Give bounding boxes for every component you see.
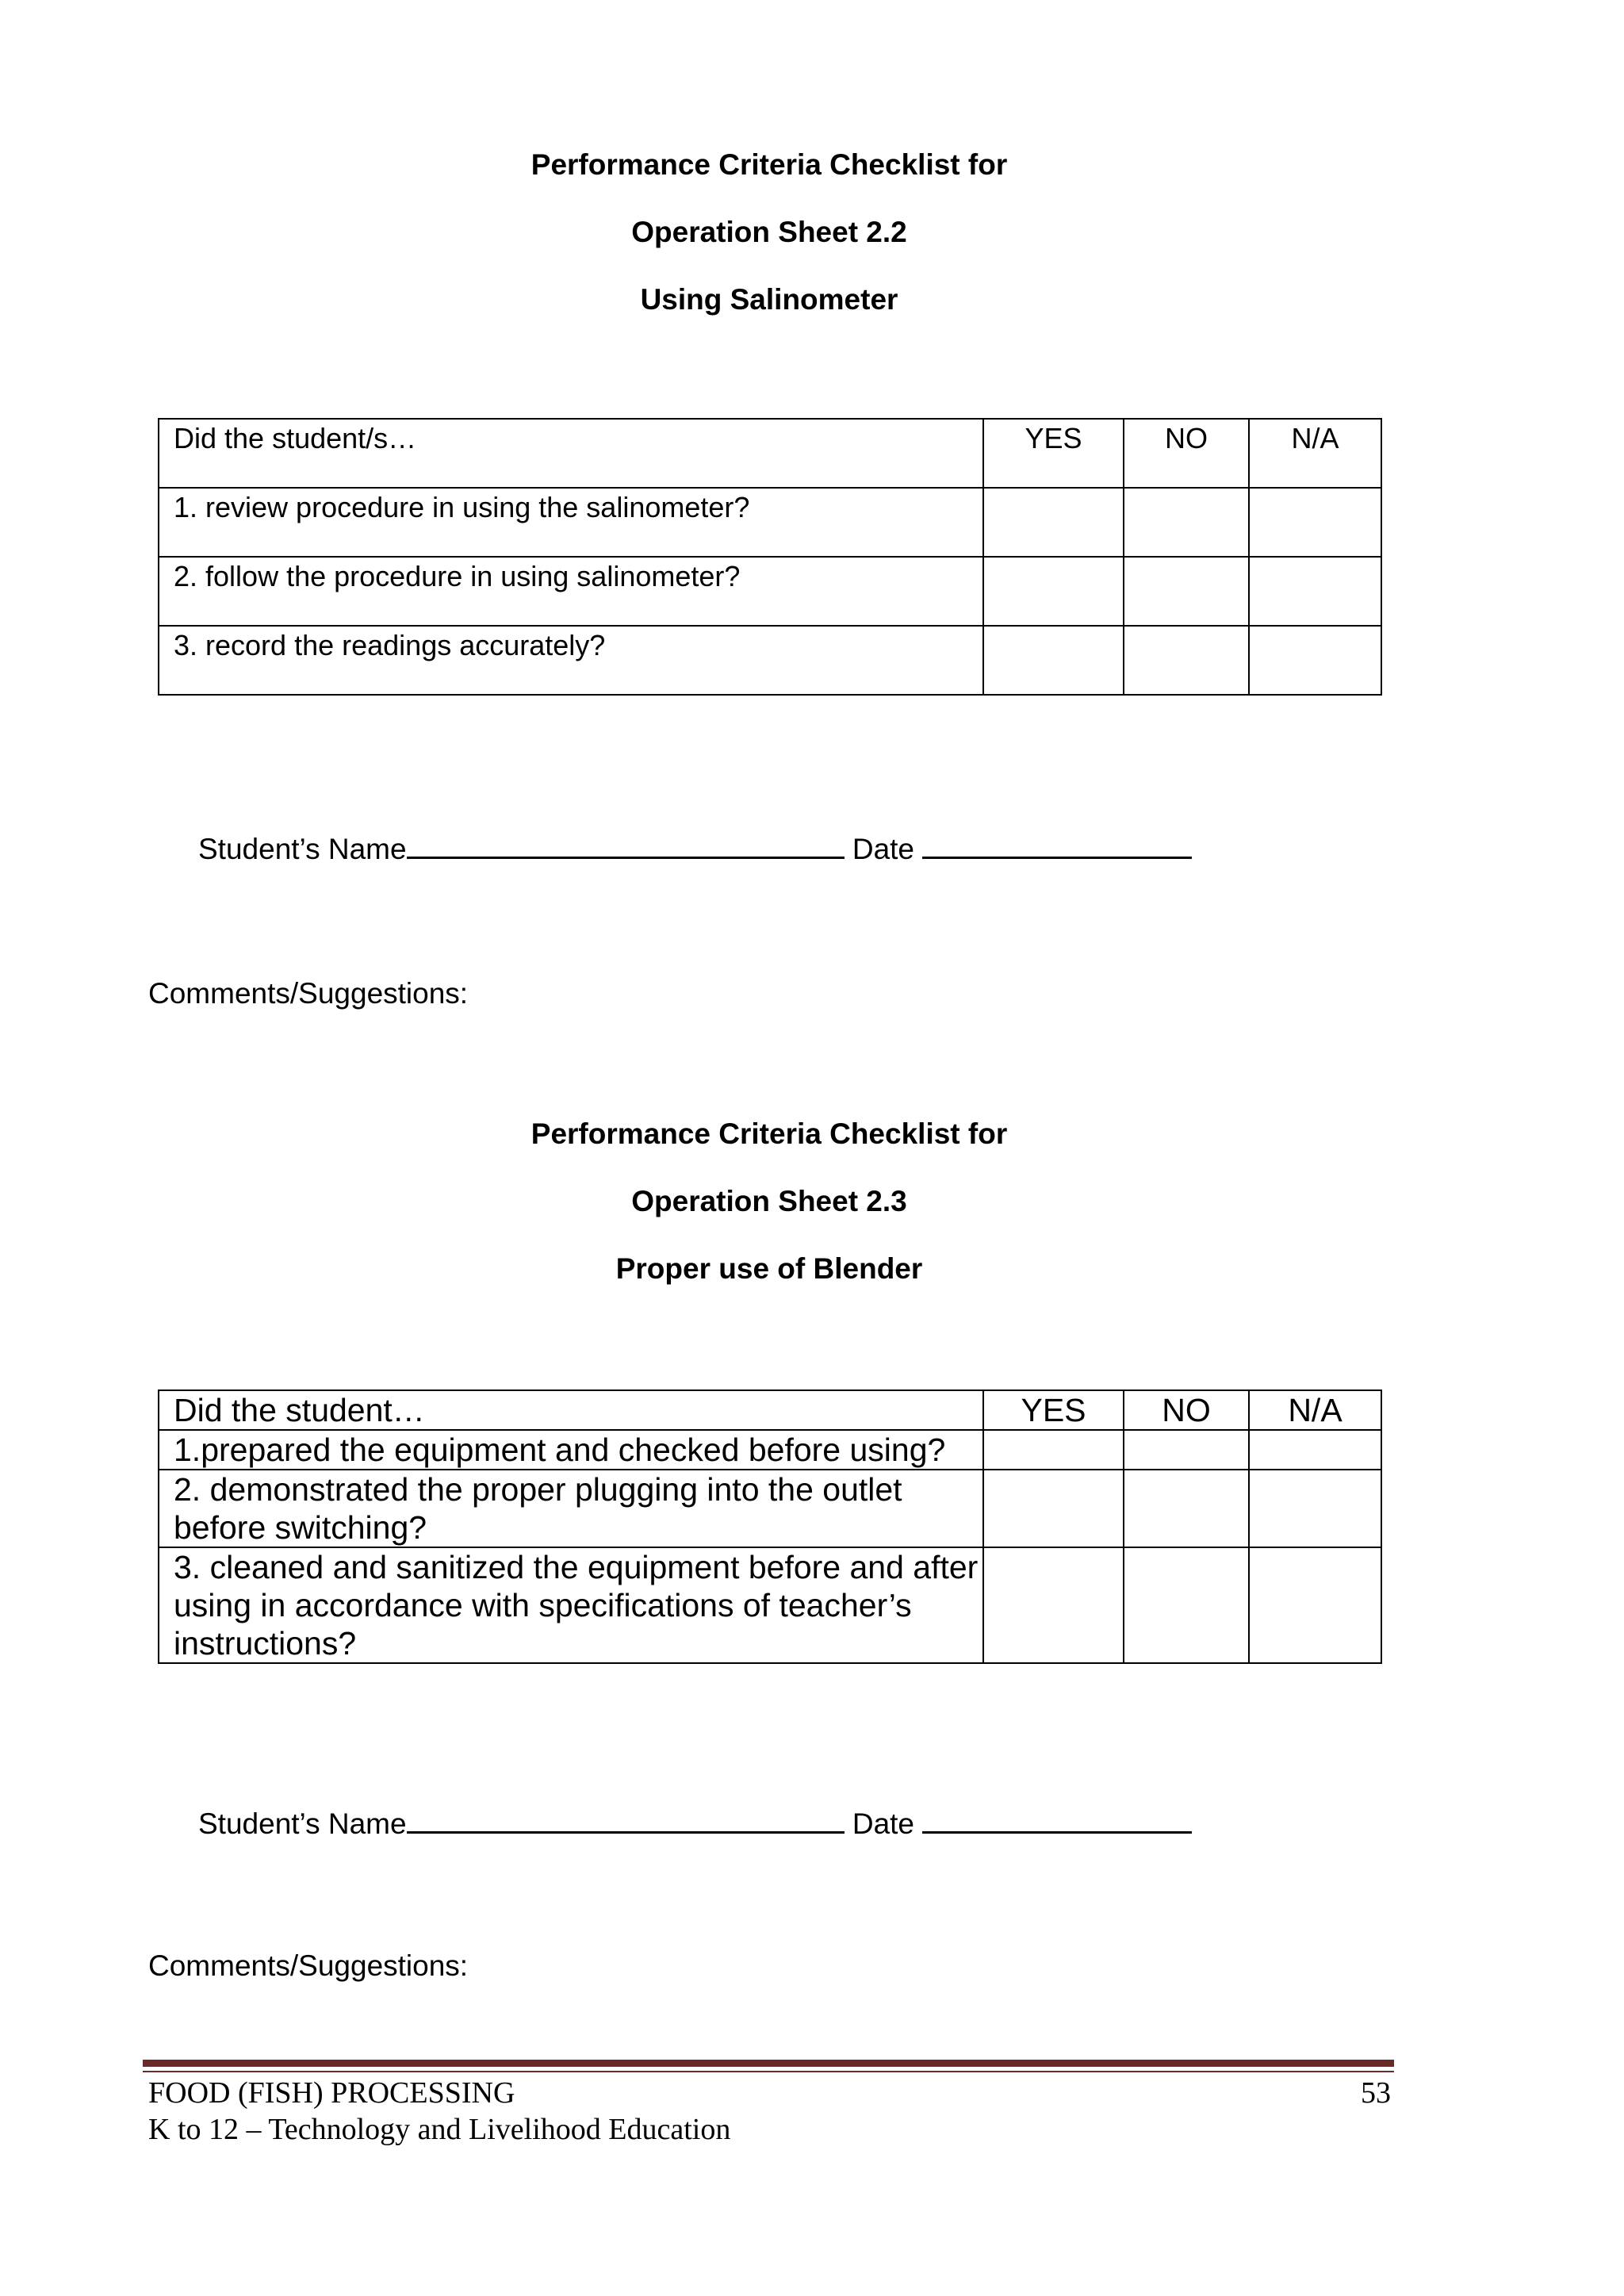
table-header-question: Did the student… [159, 1390, 983, 1430]
student-name-field[interactable] [407, 826, 845, 859]
na-cell[interactable] [1249, 488, 1381, 557]
criterion-text: 1. review procedure in using the salinometer? [159, 488, 983, 557]
column-na: N/A [1249, 1390, 1381, 1430]
no-cell[interactable] [1124, 557, 1249, 626]
table-row [159, 488, 1381, 557]
criterion-text: 3. cleaned and sanitized the equipment before and after using in accordance with specifications of teacher’s instructions? [159, 1547, 983, 1663]
table-header-question: Did the student/s… [159, 419, 983, 488]
yes-cell[interactable] [983, 626, 1124, 695]
table-row [159, 626, 1381, 695]
table-header-row [159, 419, 1381, 488]
section2-title-line1: Performance Criteria Checklist for [530, 1117, 1008, 1150]
section1-checklist-table [158, 418, 1382, 696]
date-field[interactable] [922, 1801, 1192, 1834]
student-name-field[interactable] [407, 1801, 845, 1834]
yes-cell[interactable] [983, 1547, 1124, 1663]
no-cell[interactable] [1124, 626, 1249, 695]
footer-rule-thin [143, 2071, 1394, 2072]
section2-title-line3: Proper use of Blender [615, 1252, 923, 1285]
page-number: 53 [1361, 2076, 1391, 2110]
table-row [159, 1470, 1381, 1547]
date-field[interactable] [922, 826, 1192, 859]
student-name-label: Student’s Name [198, 1807, 407, 1840]
criterion-text: 3. record the readings accurately? [159, 626, 983, 695]
column-no: NO [1124, 419, 1249, 488]
column-yes: YES [983, 419, 1124, 488]
no-cell[interactable] [1124, 1547, 1249, 1663]
table-row [159, 1430, 1381, 1470]
na-cell[interactable] [1249, 1430, 1381, 1470]
no-cell[interactable] [1124, 488, 1249, 557]
column-no: NO [1124, 1390, 1249, 1430]
date-label: Date [852, 1807, 915, 1840]
section2-comments-label: Comments/Suggestions: [148, 1949, 469, 1982]
section1-comments-label: Comments/Suggestions: [148, 977, 469, 1010]
section2-checklist-table [158, 1389, 1382, 1664]
section1-title-line1: Performance Criteria Checklist for [530, 148, 1008, 181]
section2-title-line2: Operation Sheet 2.3 [631, 1185, 907, 1217]
yes-cell[interactable] [983, 557, 1124, 626]
no-cell[interactable] [1124, 1430, 1249, 1470]
criterion-text: 2. follow the procedure in using salinometer? [159, 557, 983, 626]
footer-line1: FOOD (FISH) PROCESSING [148, 2076, 515, 2110]
section1-title-line3: Using Salinometer [640, 283, 898, 316]
date-label: Date [852, 833, 915, 865]
table-header-row [159, 1390, 1381, 1430]
footer-line2: K to 12 – Technology and Livelihood Education [148, 2113, 731, 2146]
na-cell[interactable] [1249, 626, 1381, 695]
criterion-text: 2. demonstrated the proper plugging into the outlet before switching? [159, 1470, 983, 1547]
criterion-text: 1.prepared the equipment and checked before using? [159, 1430, 983, 1470]
no-cell[interactable] [1124, 1470, 1249, 1547]
yes-cell[interactable] [983, 488, 1124, 557]
student-name-label: Student’s Name [198, 833, 407, 865]
table-row [159, 1547, 1381, 1663]
footer-rule-thick [143, 2060, 1394, 2067]
table-row [159, 557, 1381, 626]
section1-signature-line [198, 826, 1192, 870]
na-cell[interactable] [1249, 1470, 1381, 1547]
yes-cell[interactable] [983, 1430, 1124, 1470]
na-cell[interactable] [1249, 557, 1381, 626]
column-na: N/A [1249, 419, 1381, 488]
yes-cell[interactable] [983, 1470, 1124, 1547]
na-cell[interactable] [1249, 1547, 1381, 1663]
column-yes: YES [983, 1390, 1124, 1430]
section1-title-line2: Operation Sheet 2.2 [631, 216, 907, 248]
section2-signature-line [198, 1801, 1192, 1845]
